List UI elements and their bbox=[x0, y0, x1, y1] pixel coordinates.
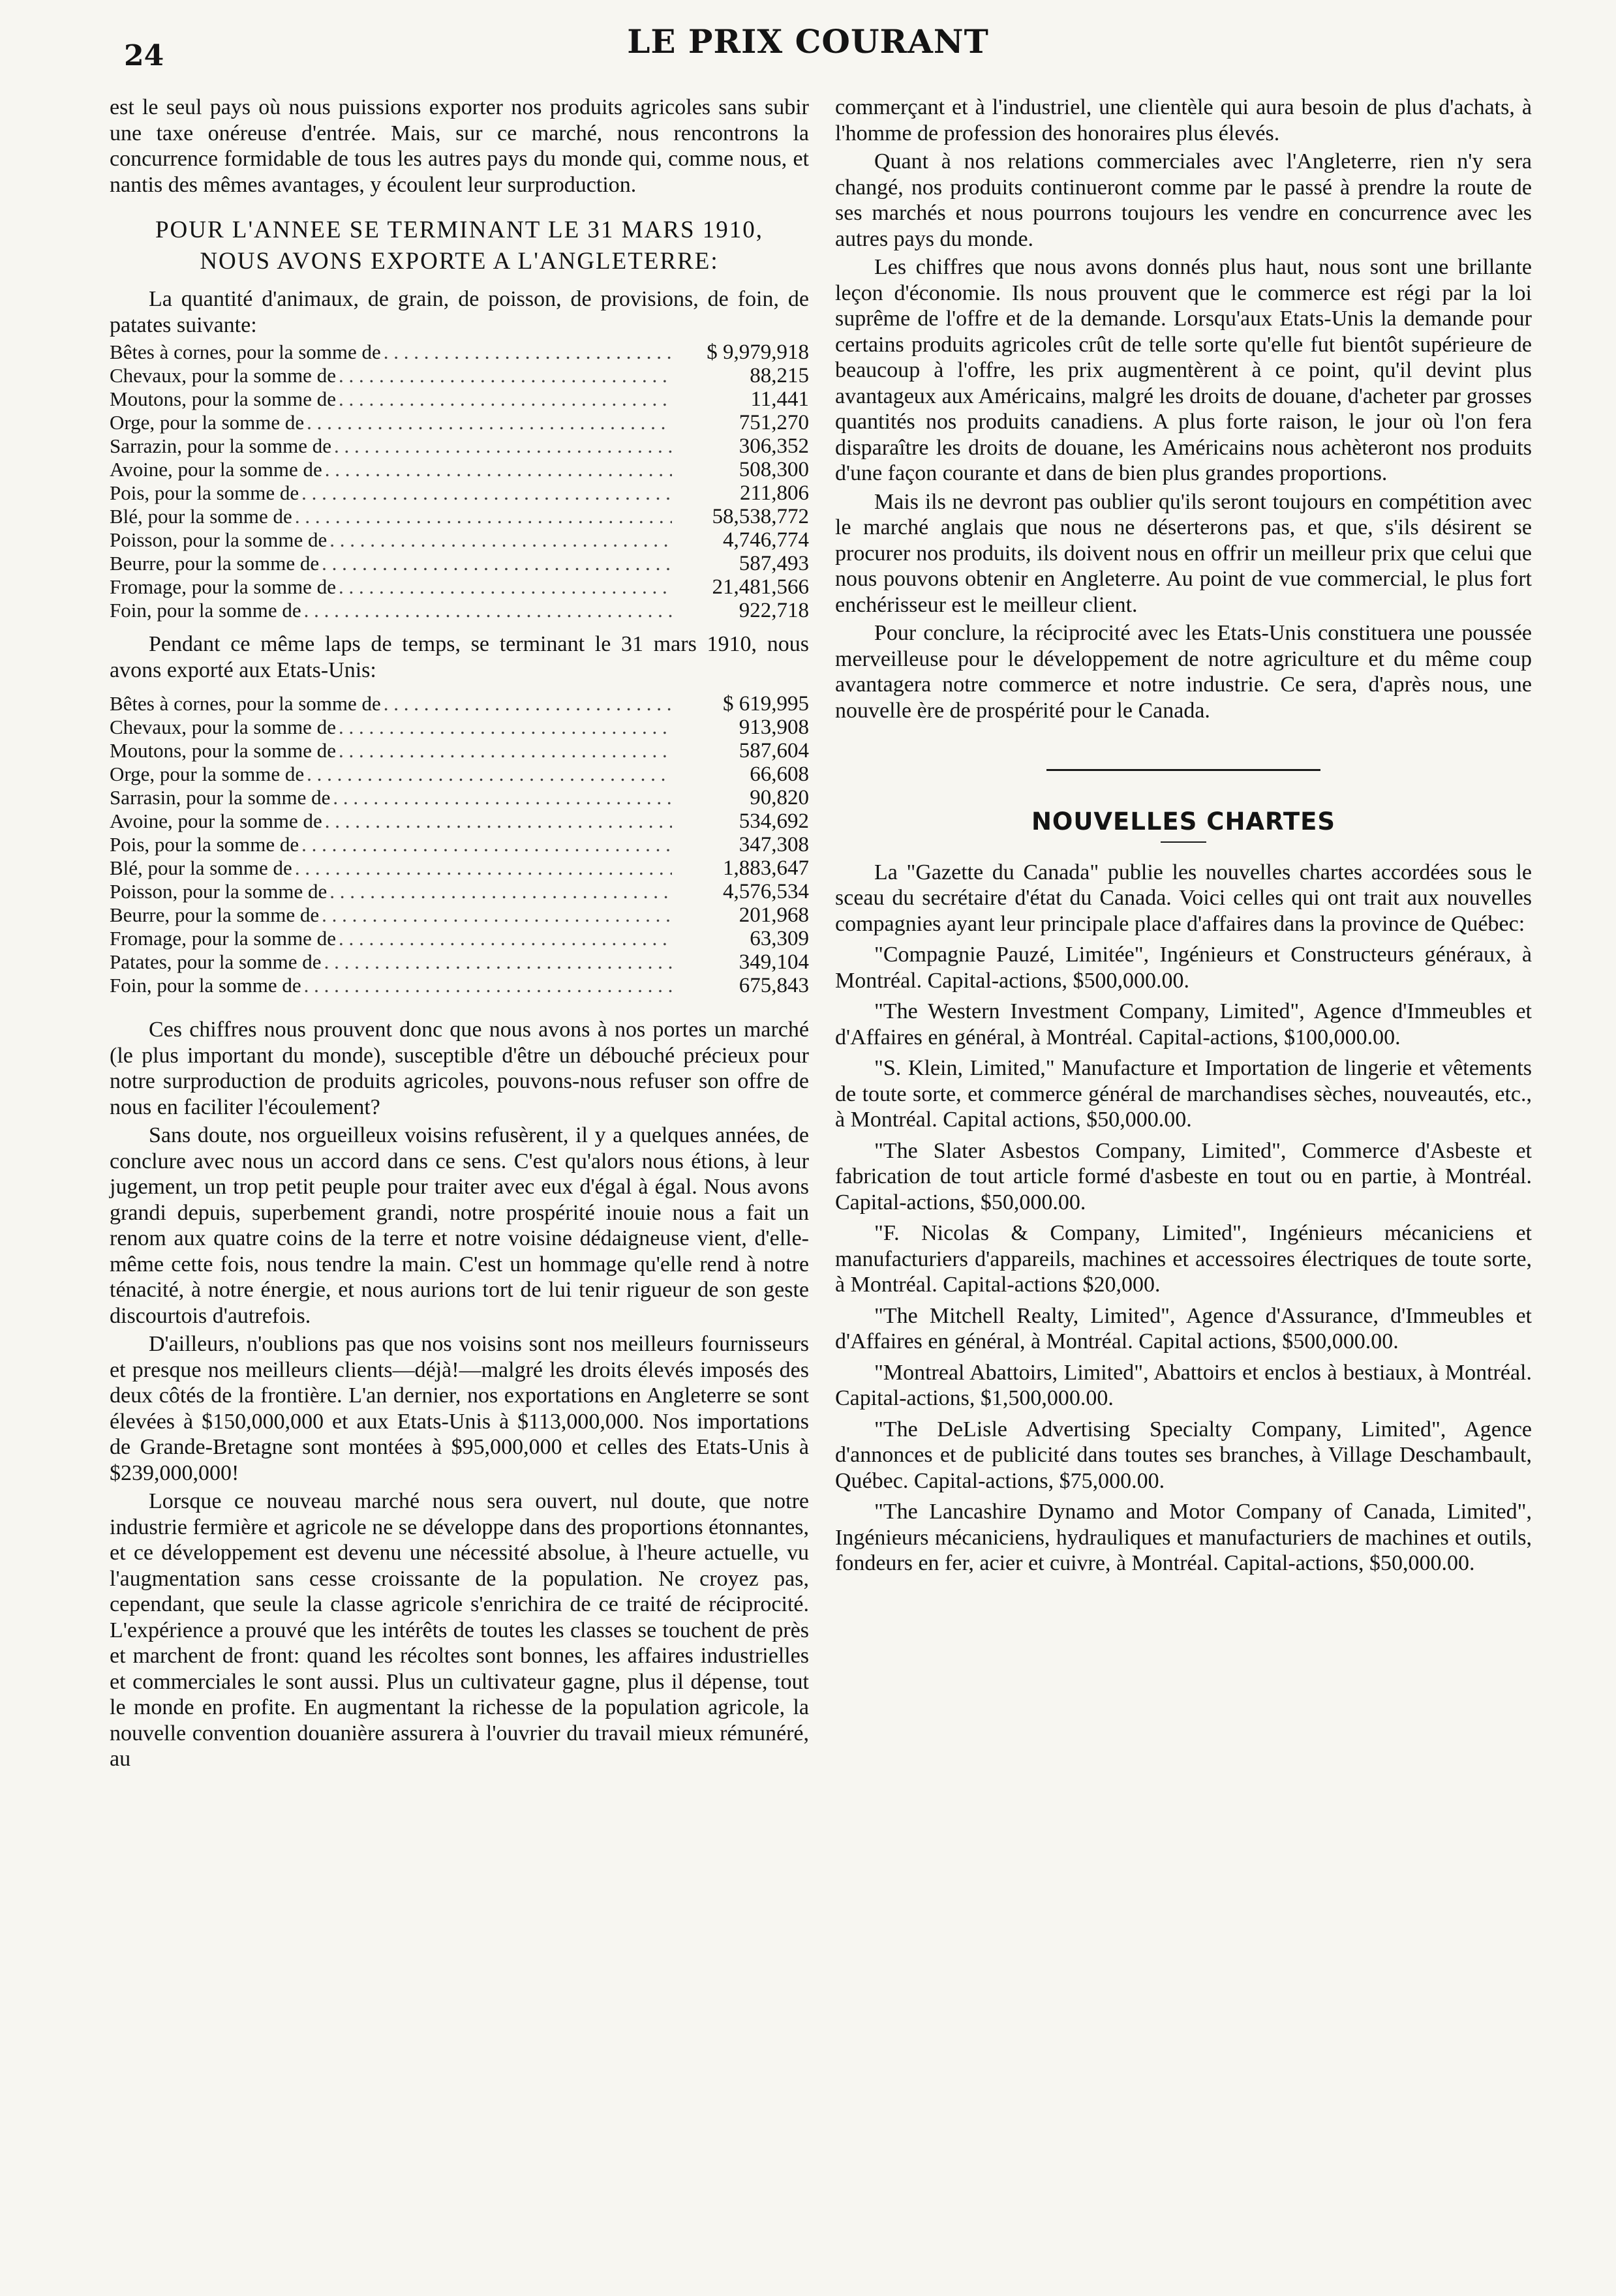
export-row: Beurre, pour la somme de . . . 201,968 bbox=[110, 903, 809, 927]
export-row: Beurre, pour la somme de . . . 587,493 bbox=[110, 552, 809, 575]
export-row: Foin, pour la somme de . . . 675,843 bbox=[110, 974, 809, 997]
export-row: Avoine, pour la somme de . . . 508,300 bbox=[110, 458, 809, 481]
us-intro: Pendant ce même laps de temps, se terminant le 31 mars 1910, nous avons exporté aux Etats-Unis: bbox=[110, 632, 809, 682]
body-paragraph: D'ailleurs, n'oublions pas que nos voisins sont nos meilleurs fournisseurs et presque nos meilleurs clients—déjà!—malgré les droits élevés imposés des deux côtés de la frontière. L'an dernier, nos exportations en Angleterre se sont élevées à $150,000,000 et aux Etats-Unis à $113,000,000. Nos importations de Grande-Bretagne sont montées à $95,000,000 et celles des Etats-Unis à $239,000,000! bbox=[110, 1332, 809, 1485]
body-paragraph: Ces chiffres nous prouvent donc que nous avons à nos portes un marché (le plus important du monde), susceptible d'être un débouché précieux pour notre surproduction de produits agricoles, pouvons-nous refuser son offre de nous en faciliter l'écoulement? bbox=[110, 1018, 809, 1119]
export-row: Fromage, pour la somme de . . . 63,309 bbox=[110, 927, 809, 950]
section-divider bbox=[1046, 769, 1320, 771]
export-row: Orge, pour la somme de . . . 751,270 bbox=[110, 411, 809, 434]
body-paragraph: Quant à nos relations commerciales avec l'Angleterre, rien n'y sera changé, nos produits continueront comme par le passé à prendre la route de ses marchés et nous pourrons toujours les vendre en concurrence avec les autres pays du monde. bbox=[835, 149, 1532, 251]
export-row: Bêtes à cornes, pour la somme de . . . $ 619,995 bbox=[110, 692, 809, 716]
charter-entry: "The DeLisle Advertising Specialty Company, Limited", Agence d'annonces et de publicité dans toutes ses branches, à Village Deschambault, Québec. Capital-actions, $75,000.00. bbox=[835, 1417, 1532, 1493]
charter-entry: "The Western Investment Company, Limited", Agence d'Immeubles et d'Affaires en général, à Montréal. Capital-actions, $100,000.00. bbox=[835, 999, 1532, 1050]
export-row: Avoine, pour la somme de . . . 534,692 bbox=[110, 809, 809, 833]
heading-underline bbox=[1161, 841, 1206, 843]
england-intro: La quantité d'animaux, de grain, de poisson, de provisions, de foin, de patates suivante: bbox=[110, 287, 809, 337]
charter-entry: "The Lancashire Dynamo and Motor Company of Canada, Limited", Ingénieurs mécaniciens, hydrauliques et manufacturiers de machines et outils, fondeurs en fer, acier et cuivre, à Montréal. Capital-actions, $50,000.00. bbox=[835, 1500, 1532, 1575]
body-paragraph: Lorsque ce nouveau marché nous sera ouvert, nul doute, que notre industrie fermière et agricole ne se développe dans des proportions étonnantes, et ce développement est devenu une nécessité absolue, à l'heure actuelle, vu l'augmentation sans cesse croissante de la population. Ne croyez pas, cependant, que seule la classe agricole s'enrichira de ce traité de réciprocité. L'expérience a prouvé que les intérêts de toutes les classes se touchent de près et marchent de front: quand les récoltes sont bonnes, les affaires industrielles et commerciales le sont aussi. Plus un cultivateur gagne, plus il dépense, tout le monde en profite. En augmentant la richesse de la population agricole, la nouvelle convention douanière assurera à l'ouvrier du travail mieux rémunéré, au bbox=[110, 1489, 809, 1771]
export-row: Pois, pour la somme de . . . 347,308 bbox=[110, 833, 809, 856]
continued-paragraph: commerçant et à l'industriel, une clientèle qui aura besoin de plus d'achats, à l'homme de profession des honoraires plus élevés. bbox=[835, 95, 1532, 145]
body-paragraph: Pour conclure, la réciprocité avec les Etats-Unis constituera une poussée merveilleuse pour le développement de notre agriculture et du même coup avantagera notre commerce et notre industrie. Ce sera, d'après nous, une nouvelle ère de prospérité pour le Canada. bbox=[835, 621, 1532, 723]
export-row: Bêtes à cornes, pour la somme de . . . $ 9,979,918 bbox=[110, 340, 809, 364]
chartes-intro: La "Gazette du Canada" publie les nouvelles chartes accordées sous le sceau du secrétaire d'état du Canada. Voici celles qui ont trait aux nouvelles compagnies ayant leur principale place d'affaires dans la province de Québec: bbox=[835, 860, 1532, 936]
export-row: Sarrasin, pour la somme de . . . 90,820 bbox=[110, 786, 809, 809]
charter-entry: "F. Nicolas & Company, Limited", Ingénieurs mécaniciens et manufacturiers d'appareils, machines et accessoires électriques de toute sorte, à Montréal. Capital-actions $20,000. bbox=[835, 1221, 1532, 1297]
charter-entry: "Compagnie Pauzé, Limitée", Ingénieurs et Constructeurs généraux, à Montréal. Capital-actions, $500,000.00. bbox=[835, 943, 1532, 993]
export-row: Patates, pour la somme de . . . 349,104 bbox=[110, 950, 809, 974]
export-row: Foin, pour la somme de . . . 922,718 bbox=[110, 599, 809, 622]
export-row: Poisson, pour la somme de . . . 4,746,774 bbox=[110, 528, 809, 552]
export-row: Moutons, pour la somme de . . . 11,441 bbox=[110, 387, 809, 411]
export-row: Sarrazin, pour la somme de . . . 306,352 bbox=[110, 434, 809, 458]
body-paragraph: Sans doute, nos orgueilleux voisins refusèrent, il y a quelques années, de conclure avec nous un accord dans ce sens. C'est qu'alors nous étions, à leur jugement, un trop petit peuple pour traiter avec eux d'égal à égal. Nous avons grandi depuis, superbement grandi, notre prospérité inouie nous a fait un renom aux quatre coins de la terre et notre voisine dédaigneuse vient, d'elle-même cette fois, nous tendre la main. C'est un hommage qu'elle rend à notre ténacité, à notre énergie, et nous aurions tort de lui tenir rigueur de son geste discourtois d'autrefois. bbox=[110, 1123, 809, 1328]
charter-entry: "Montreal Abattoirs, Limited", Abattoirs et enclos à bestiaux, à Montréal. Capital-actions, $1,500,000.00. bbox=[835, 1360, 1532, 1410]
export-heading-line2: NOUS AVONS EXPORTE A L'ANGLETERRE: bbox=[200, 248, 719, 275]
running-title: LE PRIX COURANT bbox=[627, 22, 989, 61]
right-column bbox=[835, 95, 1532, 1577]
export-row: Orge, pour la somme de . . . 66,608 bbox=[110, 763, 809, 786]
export-row: Blé, pour la somme de . . . 58,538,772 bbox=[110, 505, 809, 528]
export-row: Moutons, pour la somme de . . . 587,604 bbox=[110, 739, 809, 763]
body-paragraph: Les chiffres que nous avons donnés plus haut, nous sont une brillante leçon d'économie. Ils nous prouvent que le commerce est régi par la loi suprême de l'offre et de la demande. Lorsqu'aux Etats-Unis la demande pour certains produits agricoles crût de telle sorte qu'elle fut bientôt supérieure de beaucoup à l'offre, les prix augmentèrent à ce point, qu'il devint plus avantageux aux Américains, malgré les droits de douane, d'acheter par grosses quantités nos produits canadiens. A plus forte raison, le jour où l'on fera disparaître les droits de douane, les Américains nous achèteront nos produits d'une façon courante et dans de bien plus grandes proportions. bbox=[835, 255, 1532, 485]
export-row: Chevaux, pour la somme de . . . 88,215 bbox=[110, 364, 809, 387]
us-export-list bbox=[110, 692, 809, 997]
export-row: Chevaux, pour la somme de . . . 913,908 bbox=[110, 716, 809, 739]
page-number: 24 bbox=[124, 39, 164, 72]
charter-entry: "The Slater Asbestos Company, Limited", Commerce d'Asbeste et fabrication de tout article formé d'asbeste en tout ou en partie, à Montréal. Capital-actions, $50,000.00. bbox=[835, 1138, 1532, 1215]
charter-entry: "S. Klein, Limited," Manufacture et Importation de lingerie et vêtements de toute sorte, et commerce général de marchandises sèches, nouveautés, etc., à Montréal. Capital actions, $50,000.00. bbox=[835, 1056, 1532, 1132]
export-row: Pois, pour la somme de . . . 211,806 bbox=[110, 481, 809, 505]
left-column bbox=[110, 95, 809, 1772]
export-row: Blé, pour la somme de . . . 1,883,647 bbox=[110, 856, 809, 880]
intro-paragraph: est le seul pays où nous puissions exporter nos produits agricoles sans subir une taxe onéreuse d'entrée. Mais, sur ce marché, nous rencontrons la concurrence formidable de tous les autres pays du monde qui, comme nous, et nantis des mêmes avantages, y écoulent leur surproduction. bbox=[110, 95, 809, 197]
chartes-heading: NOUVELLES CHARTES bbox=[1031, 808, 1336, 836]
export-row: Poisson, pour la somme de . . . 4,576,534 bbox=[110, 880, 809, 903]
england-export-list bbox=[110, 340, 809, 622]
export-heading-line1: POUR L'ANNEE SE TERMINANT LE 31 MARS 1910, bbox=[155, 217, 764, 243]
charter-entry: "The Mitchell Realty, Limited", Agence d'Assurance, d'Immeubles et d'Affaires en général, à Montréal. Capital actions, $500,000.00. bbox=[835, 1303, 1532, 1353]
export-heading bbox=[110, 215, 809, 277]
export-row: Fromage, pour la somme de . . . 21,481,566 bbox=[110, 575, 809, 599]
body-paragraph: Mais ils ne devront pas oublier qu'ils seront toujours en compétition avec le marché anglais que nous ne déserterons pas, et que, s'ils désirent se procurer nos produits, ils doivent nous en offrir un meilleur prix que celui que nous pouvons obtenir en Angleterre. Au point de vue commercial, le plus fort enchérisseur est le meilleur client. bbox=[835, 489, 1532, 617]
